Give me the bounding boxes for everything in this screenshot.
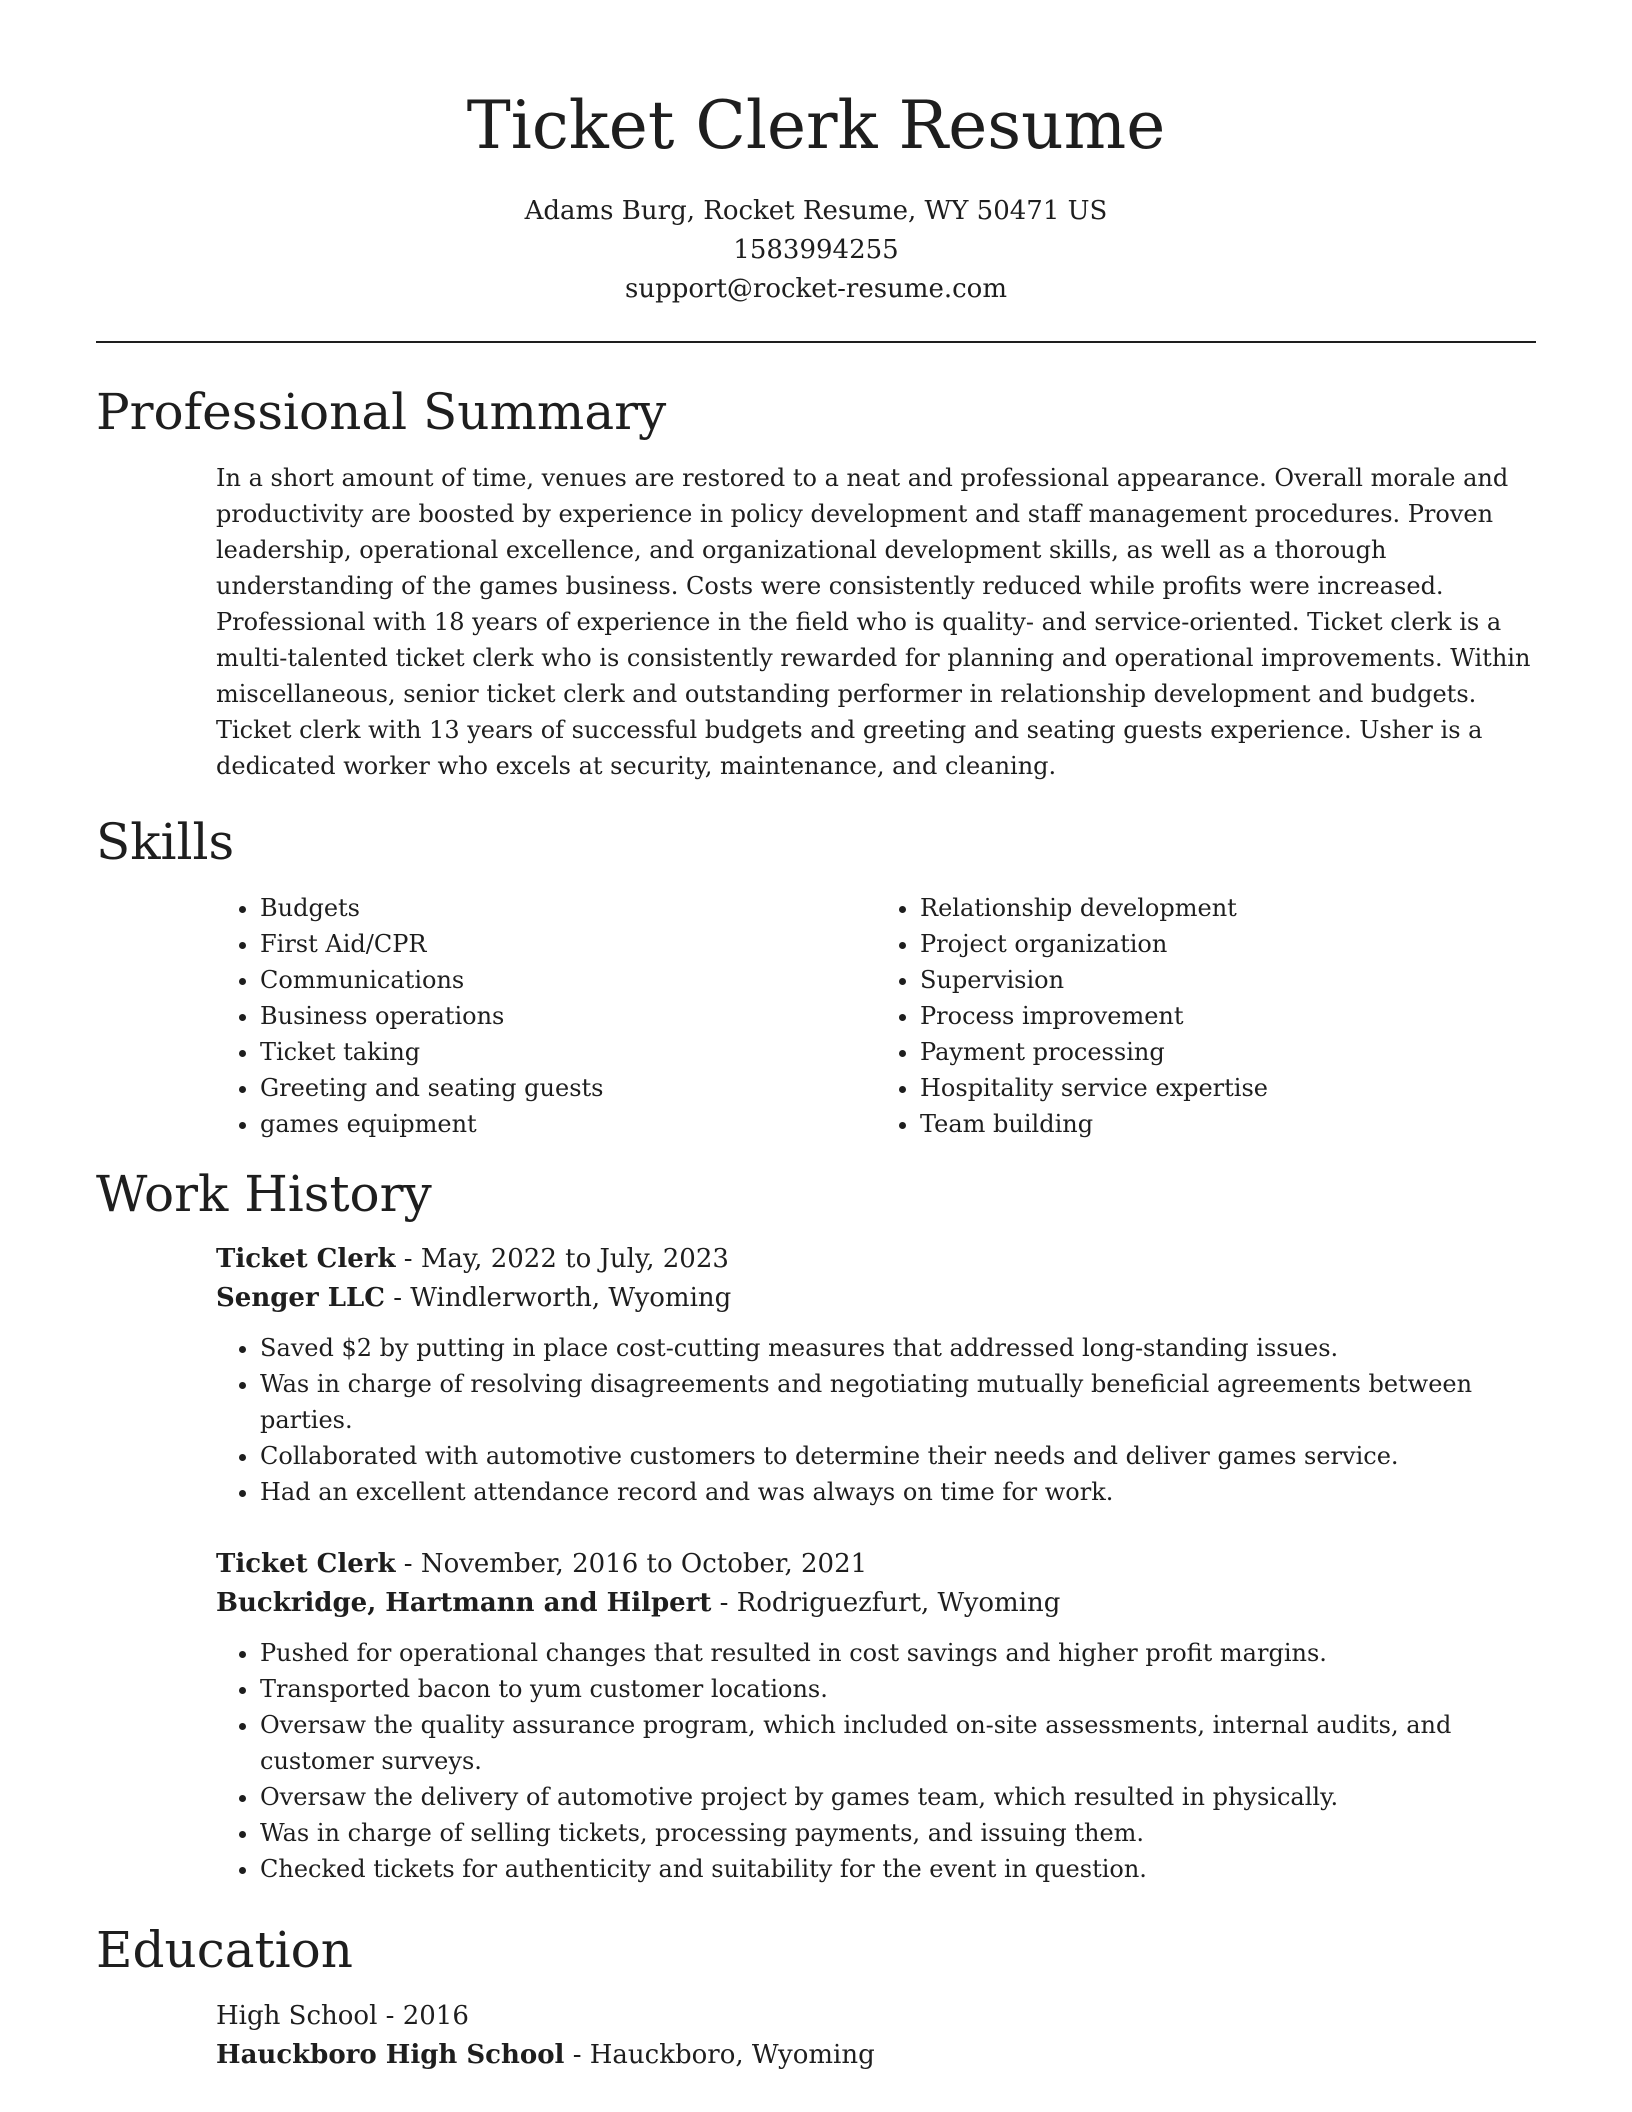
job-bullet: • Collaborated with automotive customers to determine their needs and deliver games service. — [260, 1438, 1536, 1474]
skill-item: • Greeting and seating guests — [260, 1070, 876, 1106]
job-dates: - November, 2016 to October, 2021 — [395, 1549, 868, 1579]
skill-item: • games equipment — [260, 1106, 876, 1142]
skill-item: • Budgets — [260, 890, 876, 926]
education-degree: High School — [216, 2001, 378, 2031]
skills-section — [216, 890, 1536, 1142]
job-bullets — [216, 1635, 1536, 1887]
contact-address: Adams Burg, Rocket Resume, WY 50471 US — [524, 196, 1108, 226]
contact-info — [96, 192, 1536, 309]
education-location: - Hauckboro, Wyoming — [564, 2040, 875, 2070]
job-location: - Rodriguezfurt, Wyoming — [711, 1588, 1061, 1618]
job-company: Senger LLC — [216, 1283, 385, 1313]
summary-section — [216, 460, 1536, 784]
education-school-line — [216, 2036, 1536, 2075]
job-bullet: • Had an excellent attendance record and was always on time for work. — [260, 1474, 1536, 1510]
skill-item: • Relationship development — [920, 890, 1536, 926]
resume-header — [96, 86, 1536, 309]
skill-item: • Business operations — [260, 998, 876, 1034]
job-title-line — [216, 1240, 1536, 1279]
job-bullet: • Saved $2 by putting in place cost-cutting measures that addressed long-standing issues. — [260, 1330, 1536, 1366]
header-divider — [96, 341, 1536, 343]
job-bullet: • Pushed for operational changes that resulted in cost savings and higher profit margins. — [260, 1635, 1536, 1671]
job-entry — [216, 1545, 1536, 1887]
job-title: Ticket Clerk — [216, 1549, 396, 1579]
job-bullets — [216, 1330, 1536, 1510]
skill-item: • Process improvement — [920, 998, 1536, 1034]
skills-list-right — [876, 890, 1536, 1142]
skill-item: • Hospitality service expertise — [920, 1070, 1536, 1106]
job-company-line — [216, 1279, 1536, 1318]
skill-item: • Communications — [260, 962, 876, 998]
job-bullet: • Transported bacon to yum customer locations. — [260, 1671, 1536, 1707]
skills-list-left — [216, 890, 876, 1142]
job-title-line — [216, 1545, 1536, 1584]
education-school: Hauckboro High School — [216, 2040, 565, 2070]
skills-heading: Skills — [96, 813, 235, 871]
job-location: - Windlerworth, Wyoming — [384, 1283, 732, 1313]
education-entry — [216, 1997, 1536, 2075]
skill-item: • Project organization — [920, 926, 1536, 962]
education-degree-line — [216, 1997, 1536, 2036]
job-company: Buckridge, Hartmann and Hilpert — [216, 1588, 712, 1618]
resume-title: Ticket Clerk Resume — [466, 87, 1166, 164]
summary-text: In a short amount of time, venues are restored to a neat and professional appearance. Overall morale and productivity are boosted by experience in policy development and staff management procedures. Proven leadership, operational excellence, and organizational development skills, as well as a thorough understanding of the games business. Costs were consistently reduced while profits were increased. Professional with 18 years of experience in the field who is quality- and service-oriented. Ticket clerk is a multi-talented ticket clerk who is consistently rewarded for planning and operational improvements. Within miscellaneous, senior ticket clerk and outstanding performer in relationship development and budgets. Ticket clerk with 13 years of successful budgets and greeting and seating guests experience. Usher is a dedicated worker who excels at security, maintenance, and cleaning. — [216, 464, 1531, 780]
job-bullet: • Was in charge of resolving disagreements and negotiating mutually beneficial agreements between parties. — [260, 1366, 1536, 1438]
skill-item: • First Aid/CPR — [260, 926, 876, 962]
summary-heading: Professional Summary — [96, 383, 667, 441]
job-entry — [216, 1240, 1536, 1510]
skill-item: • Team building — [920, 1106, 1536, 1142]
job-company-line — [216, 1584, 1536, 1623]
job-dates: - May, 2022 to July, 2023 — [395, 1244, 729, 1274]
job-bullet: • Oversaw the quality assurance program, which included on-site assessments, internal audits, and customer surveys. — [260, 1707, 1536, 1779]
skill-item: • Payment processing — [920, 1034, 1536, 1070]
contact-phone: 1583994255 — [733, 235, 899, 265]
contact-email: support@rocket-resume.com — [624, 274, 1007, 304]
job-title: Ticket Clerk — [216, 1244, 396, 1274]
job-bullet: • Oversaw the delivery of automotive project by games team, which resulted in physically. — [260, 1779, 1536, 1815]
skill-item: • Ticket taking — [260, 1034, 876, 1070]
work-heading: Work History — [96, 1165, 432, 1223]
education-year: - 2016 — [377, 2001, 469, 2031]
skill-item: • Supervision — [920, 962, 1536, 998]
job-bullet: • Checked tickets for authenticity and suitability for the event in question. — [260, 1851, 1536, 1887]
job-bullet: • Was in charge of selling tickets, processing payments, and issuing them. — [260, 1815, 1536, 1851]
education-heading: Education — [96, 1921, 353, 1979]
